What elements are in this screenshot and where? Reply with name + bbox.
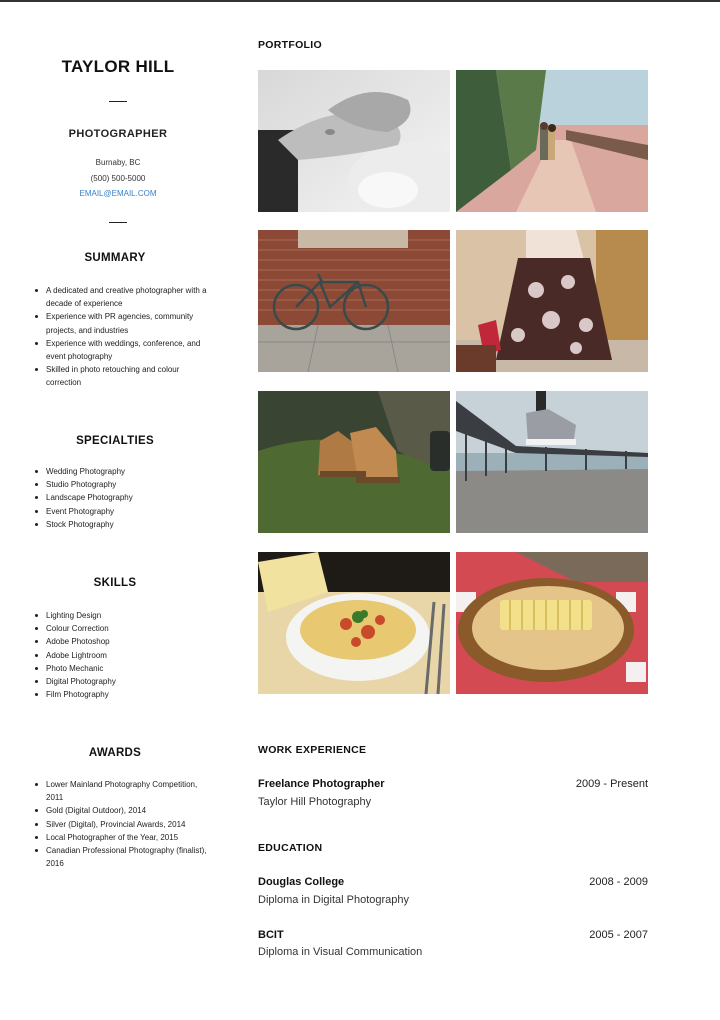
education-entry-org: Diploma in Visual Communication [258,946,423,958]
education-entry-org: Diploma in Digital Photography [258,894,410,906]
education-entry-dates: 2005 - 2007 [589,929,648,941]
list-item: Photo Mechanic [46,662,211,675]
list-item: Landscape Photography [46,491,211,504]
list-item: Adobe Lightroom [46,649,211,662]
skills-title: SKILLS [93,577,137,589]
list-item: Silver (Digital), Provincial Awards, 2014 [46,818,211,831]
portfolio-photo-wedding-hands[interactable] [258,70,450,212]
list-item: Gold (Digital Outdoor), 2014 [46,804,211,817]
summary-title: SUMMARY [84,252,146,264]
education-title: EDUCATION [258,842,323,854]
portfolio-title: PORTFOLIO [258,39,322,51]
email-link[interactable]: EMAIL@EMAIL.COM [79,189,157,198]
work-experience-title: WORK EXPERIENCE [258,744,367,756]
list-item: Wedding Photography [46,465,211,478]
education-entry-dates: 2008 - 2009 [589,876,648,888]
list-item: Skilled in photo retouching and colour correction [46,363,211,389]
top-border [0,0,720,2]
person-name: TAYLOR HILL [61,57,175,76]
location: Burnaby, BC [95,158,141,167]
portfolio-photo-couple-path[interactable] [456,70,648,212]
list-item: Adobe Photoshop [46,635,211,648]
job-role: PHOTOGRAPHER [68,128,168,140]
list-item: Studio Photography [46,478,211,491]
list-item: Stock Photography [46,518,211,531]
work-entry-org: Taylor Hill Photography [258,796,372,808]
divider [109,222,127,223]
list-item: Digital Photography [46,675,211,688]
list-item: Local Photographer of the Year, 2015 [46,831,211,844]
summary-list [46,284,211,390]
portfolio-photo-bicycle-wall[interactable] [258,230,450,372]
list-item: Lower Mainland Photography Competition, 2011 [46,778,211,804]
awards-title: AWARDS [88,747,142,759]
list-item: Event Photography [46,505,211,518]
portfolio-photo-sneaker-pier[interactable] [456,391,648,533]
portfolio-photo-bread-butter[interactable] [456,552,648,694]
list-item: Canadian Professional Photography (finalist), 2016 [46,844,211,870]
education-entry-title: BCIT [258,929,284,941]
portfolio-photo-boots-moss[interactable] [258,391,450,533]
work-entry-title: Freelance Photographer [258,778,385,790]
list-item: Colour Correction [46,622,211,635]
list-item: Lighting Design [46,609,211,622]
specialties-list [46,465,211,531]
list-item: Experience with PR agencies, community projects, and industries [46,310,211,336]
portfolio-photo-pasta-bowl[interactable] [258,552,450,694]
list-item: Experience with weddings, conference, and event photography [46,337,211,363]
phone: (500) 500-5000 [90,174,146,183]
skills-list [46,609,211,701]
education-entry-title: Douglas College [258,876,345,888]
divider [109,101,127,102]
work-entry-dates: 2009 - Present [575,778,648,790]
specialties-title: SPECIALTIES [76,435,154,447]
awards-list [46,778,211,870]
portfolio-photo-floral-skirt[interactable] [456,230,648,372]
list-item: Film Photography [46,688,211,701]
list-item: A dedicated and creative photographer with a decade of experience [46,284,211,310]
